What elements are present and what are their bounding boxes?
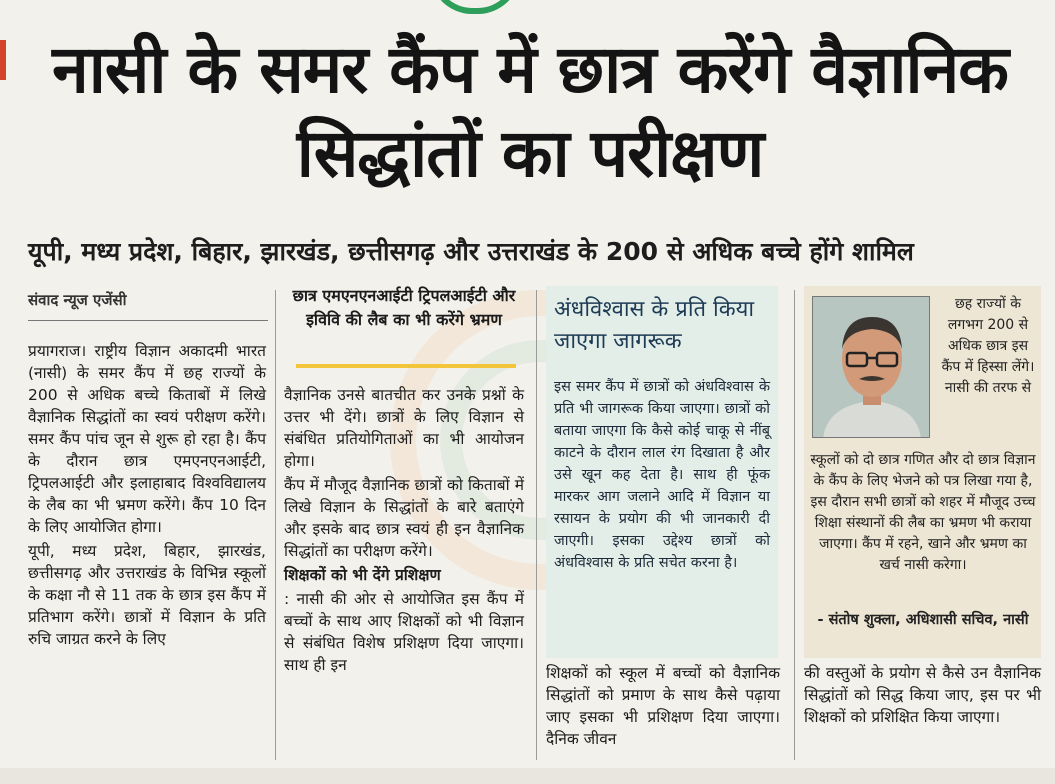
byline-divider <box>28 320 268 321</box>
column-3-box-text: इस समर कैंप में छात्रों को अंधविश्वास के प्रति भी जागरूक किया जाएगा। छात्रों को बताया जाएगा कि कैसे कोई चाकू से नींबू काटने के दौरान लाल रंग दिखाता है और उसे खून कह देता है। साथ ही फूंक मारकर आग जलाने आदि में विज्ञान या रसायन के प्रयोग की भी जानकारी दी जाएगी। इसका उद्देश्य छात्रों को अंधविश्वास के प्रति सचेत करना है। <box>554 379 770 571</box>
next-article-strip <box>0 768 1055 784</box>
portrait-person-icon <box>813 297 930 438</box>
column-2-para-1: वैज्ञानिक उनसे बातचीत कर उनके प्रश्नों के उत्तर भी देंगे। छात्रों के लिए विज्ञान से संबंधित प्रतियोगिताओं का भी आयोजन होगा। <box>284 386 524 470</box>
section-marker <box>0 40 6 80</box>
column-2 <box>284 384 524 678</box>
heading-highlight-bar <box>296 364 516 368</box>
column-2-heading: छात्र एमएनएनआईटी ट्रिपलआईटी और इविवि की लैब का भी करेंगे भ्रमण <box>292 286 516 329</box>
column-2-subheading: शिक्षकों को भी देंगे प्रशिक्षण <box>284 566 441 584</box>
column-divider <box>536 290 537 760</box>
column-3-heading: अंधविश्वास के प्रति किया जाएगा जागरूक <box>554 297 755 354</box>
column-1-para-2: यूपी, मध्य प्रदेश, बिहार, झारखंड, छत्तीसगढ़ और उत्तराखंड के विभिन्न स्कूलों के कक्षा नौ से 11 तक के छात्र इस कैंप में प्रतिभाग करेंगे। छात्रों में विज्ञान के प्रति रुचि जाग्रत करने के लिए <box>28 542 266 648</box>
masthead-strip <box>0 0 1055 22</box>
headline: नासी के समर कैंप में छात्र करेंगे वैज्ञानिक सिद्धांतों का परीक्षण <box>52 31 1008 192</box>
column-divider <box>794 290 795 760</box>
column-3-continued: शिक्षकों को स्कूल में बच्चों को वैज्ञानिक सिद्धांतों को प्रमाण के साथ कैसे पढ़ाया जाए इसका भी प्रशिक्षण दिया जाएगा। दैनिक जीवन <box>546 664 780 748</box>
portrait-photo <box>812 296 930 438</box>
column-1 <box>28 340 266 652</box>
quote-attribution: - संतोष शुक्ला, अधिशासी सचिव, नासी <box>817 612 1029 628</box>
byline: संवाद न्यूज एजेंसी <box>28 291 127 309</box>
column-1-para-1: प्रयागराज। राष्ट्रीय विज्ञान अकादमी भारत (नासी) के समर कैंप में छह राज्यों के 200 से अधिक बच्चे किताबों में लिखे वैज्ञानिक सिद्धांतों का स्वयं परीक्षण करेंगे। समर कैंप पांच जून से शुरू हो रहा है। कैंप के दौरान छात्र एमएनएनआईटी, ट्रिपलआईटी और इलाहाबाद विश्वविद्यालय के लैब का भी भ्रमण करेंगे। कैंप 10 दिन के लिए आयोजित होगा। <box>28 342 266 536</box>
subheadline: यूपी, मध्य प्रदेश, बिहार, झारखंड, छत्तीसगढ़ और उत्तराखंड के 200 से अधिक बच्चे होंगे शामिल <box>28 237 914 266</box>
logo-arc-icon <box>430 0 520 14</box>
column-2-para-3: : नासी की ओर से आयोजित इस कैंप में बच्चों के साथ आए शिक्षकों को भी विज्ञान से संबंधित विशेष प्रशिक्षण दिया जाएगा। साथ ही इन <box>284 590 524 674</box>
column-4-continued: की वस्तुओं के प्रयोग से कैसे उन वैज्ञानिक सिद्धांतों को सिद्ध किया जाए, इस पर भी शिक्षकों को प्रशिक्षित किया जाएगा। <box>804 664 1041 726</box>
column-2-para-2: कैंप में मौजूद वैज्ञानिक छात्रों को किताबों में लिखे विज्ञान के सिद्धांतों के बारे बताएंगे और इसके बाद छात्र स्वयं ही इन वैज्ञानिक सिद्धांतों का परीक्षण करेंगे। <box>284 476 524 560</box>
column-divider <box>275 290 276 760</box>
quote-body-text: स्कूलों को दो छात्र गणित और दो छात्र विज्ञान के कैंप के लिए भेजने को पत्र लिखा गया है, इस दौरान सभी छात्रों को शहर में मौजूद उच्च शिक्षा संस्थानों की लैब का भ्रमण भी कराया जाएगा। कैंप में रहने, खाने और भ्रमण का खर्च नासी करेगा। <box>810 452 1036 573</box>
quote-side-text: छह राज्यों के लगभग 200 से अधिक छात्र इस कैंप में हिस्सा लेंगे। नासी की तरफ से <box>941 296 1035 396</box>
